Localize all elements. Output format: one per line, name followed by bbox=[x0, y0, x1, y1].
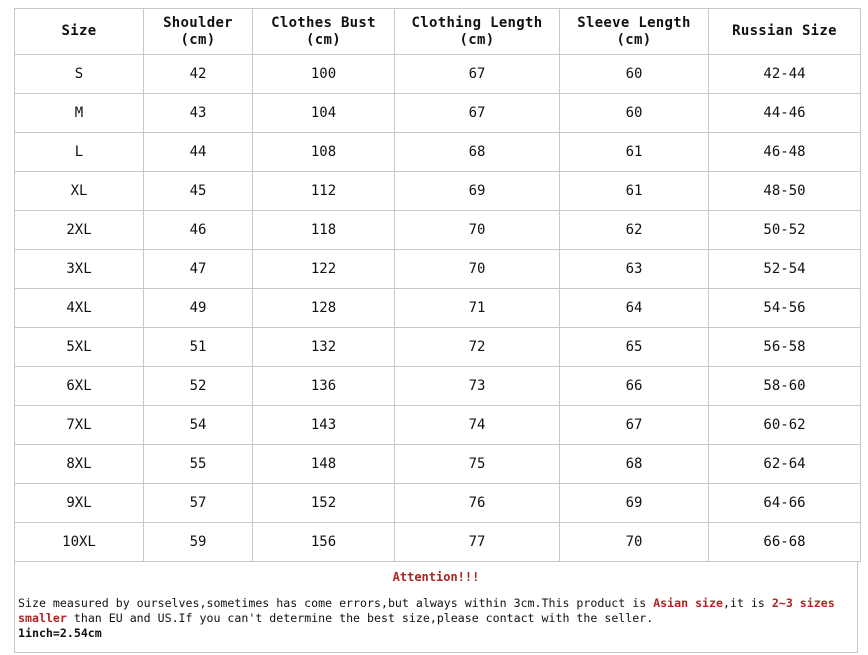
cell-shoulder: 47 bbox=[144, 250, 253, 289]
cell-russian: 58-60 bbox=[709, 367, 861, 406]
cell-shoulder: 44 bbox=[144, 133, 253, 172]
cell-shoulder: 55 bbox=[144, 445, 253, 484]
table-row bbox=[15, 211, 861, 250]
cell-size: 6XL bbox=[15, 367, 144, 406]
cell-length: 72 bbox=[395, 328, 560, 367]
cell-russian: 64-66 bbox=[709, 484, 861, 523]
cell-sleeve: 67 bbox=[560, 406, 709, 445]
table-row bbox=[15, 406, 861, 445]
cell-bust: 136 bbox=[253, 367, 395, 406]
cell-russian: 52-54 bbox=[709, 250, 861, 289]
cell-sleeve: 61 bbox=[560, 133, 709, 172]
attention-text bbox=[18, 596, 854, 641]
header-row bbox=[15, 9, 861, 55]
cell-shoulder: 43 bbox=[144, 94, 253, 133]
cell-size: 7XL bbox=[15, 406, 144, 445]
cell-sleeve: 68 bbox=[560, 445, 709, 484]
cell-length: 75 bbox=[395, 445, 560, 484]
table-row bbox=[15, 289, 861, 328]
cell-bust: 118 bbox=[253, 211, 395, 250]
cell-sleeve: 69 bbox=[560, 484, 709, 523]
attention-title: Attention!!! bbox=[392, 570, 480, 584]
cell-length: 70 bbox=[395, 250, 560, 289]
cell-size: 4XL bbox=[15, 289, 144, 328]
cell-bust: 143 bbox=[253, 406, 395, 445]
cell-size: 5XL bbox=[15, 328, 144, 367]
note-text-part3: than EU and US.If you can't determine the best size,please contact with the seller. bbox=[66, 611, 654, 625]
table-row bbox=[15, 55, 861, 94]
header-shoulder: Shoulder (cm) bbox=[144, 9, 253, 55]
cell-size: M bbox=[15, 94, 144, 133]
cell-bust: 100 bbox=[253, 55, 395, 94]
cell-shoulder: 45 bbox=[144, 172, 253, 211]
inch-conversion: 1inch=2.54cm bbox=[18, 626, 102, 640]
cell-size: S bbox=[15, 55, 144, 94]
cell-length: 69 bbox=[395, 172, 560, 211]
cell-sleeve: 61 bbox=[560, 172, 709, 211]
header-clothing-length: Clothing Length (cm) bbox=[395, 9, 560, 55]
cell-russian: 66-68 bbox=[709, 523, 861, 562]
cell-size: 3XL bbox=[15, 250, 144, 289]
cell-sleeve: 66 bbox=[560, 367, 709, 406]
note-highlight-sizes-smaller: 2~3 sizes smaller bbox=[18, 596, 835, 625]
cell-bust: 152 bbox=[253, 484, 395, 523]
cell-length: 67 bbox=[395, 94, 560, 133]
cell-sleeve: 64 bbox=[560, 289, 709, 328]
cell-length: 74 bbox=[395, 406, 560, 445]
cell-bust: 112 bbox=[253, 172, 395, 211]
cell-sleeve: 60 bbox=[560, 55, 709, 94]
cell-shoulder: 52 bbox=[144, 367, 253, 406]
cell-length: 68 bbox=[395, 133, 560, 172]
cell-russian: 44-46 bbox=[709, 94, 861, 133]
table-row bbox=[15, 328, 861, 367]
cell-shoulder: 49 bbox=[144, 289, 253, 328]
cell-length: 67 bbox=[395, 55, 560, 94]
cell-sleeve: 62 bbox=[560, 211, 709, 250]
cell-bust: 128 bbox=[253, 289, 395, 328]
cell-sleeve: 63 bbox=[560, 250, 709, 289]
cell-shoulder: 54 bbox=[144, 406, 253, 445]
cell-length: 77 bbox=[395, 523, 560, 562]
cell-sleeve: 65 bbox=[560, 328, 709, 367]
table-row bbox=[15, 367, 861, 406]
cell-bust: 132 bbox=[253, 328, 395, 367]
header-sleeve-length: Sleeve Length (cm) bbox=[560, 9, 709, 55]
table-row bbox=[15, 250, 861, 289]
cell-shoulder: 59 bbox=[144, 523, 253, 562]
cell-shoulder: 42 bbox=[144, 55, 253, 94]
cell-sleeve: 70 bbox=[560, 523, 709, 562]
cell-length: 73 bbox=[395, 367, 560, 406]
table-row bbox=[15, 445, 861, 484]
cell-size: 2XL bbox=[15, 211, 144, 250]
note-text-part2: ,it is bbox=[723, 596, 772, 610]
header-size: Size bbox=[15, 9, 144, 55]
cell-russian: 50-52 bbox=[709, 211, 861, 250]
cell-sleeve: 60 bbox=[560, 94, 709, 133]
cell-shoulder: 51 bbox=[144, 328, 253, 367]
size-chart bbox=[14, 8, 860, 653]
cell-russian: 42-44 bbox=[709, 55, 861, 94]
cell-russian: 56-58 bbox=[709, 328, 861, 367]
cell-bust: 148 bbox=[253, 445, 395, 484]
header-clothes-bust: Clothes Bust (cm) bbox=[253, 9, 395, 55]
header-russian-size: Russian Size bbox=[709, 9, 861, 55]
cell-russian: 54-56 bbox=[709, 289, 861, 328]
table-row bbox=[15, 172, 861, 211]
cell-shoulder: 46 bbox=[144, 211, 253, 250]
table-row bbox=[15, 94, 861, 133]
cell-size: 9XL bbox=[15, 484, 144, 523]
cell-size: 8XL bbox=[15, 445, 144, 484]
cell-bust: 156 bbox=[253, 523, 395, 562]
cell-russian: 46-48 bbox=[709, 133, 861, 172]
cell-bust: 108 bbox=[253, 133, 395, 172]
cell-russian: 60-62 bbox=[709, 406, 861, 445]
cell-size: XL bbox=[15, 172, 144, 211]
note-text-part1: Size measured by ourselves,sometimes has come errors,but always within 3cm.This product is bbox=[18, 596, 654, 610]
note-highlight-asian-size: Asian size bbox=[653, 596, 723, 610]
table-row bbox=[15, 484, 861, 523]
cell-bust: 122 bbox=[253, 250, 395, 289]
cell-length: 70 bbox=[395, 211, 560, 250]
cell-size: 10XL bbox=[15, 523, 144, 562]
attention-note bbox=[14, 562, 858, 653]
table-row bbox=[15, 523, 861, 562]
cell-length: 76 bbox=[395, 484, 560, 523]
cell-russian: 62-64 bbox=[709, 445, 861, 484]
cell-shoulder: 57 bbox=[144, 484, 253, 523]
cell-bust: 104 bbox=[253, 94, 395, 133]
cell-size: L bbox=[15, 133, 144, 172]
cell-length: 71 bbox=[395, 289, 560, 328]
cell-russian: 48-50 bbox=[709, 172, 861, 211]
size-table bbox=[14, 8, 861, 562]
table-row bbox=[15, 133, 861, 172]
